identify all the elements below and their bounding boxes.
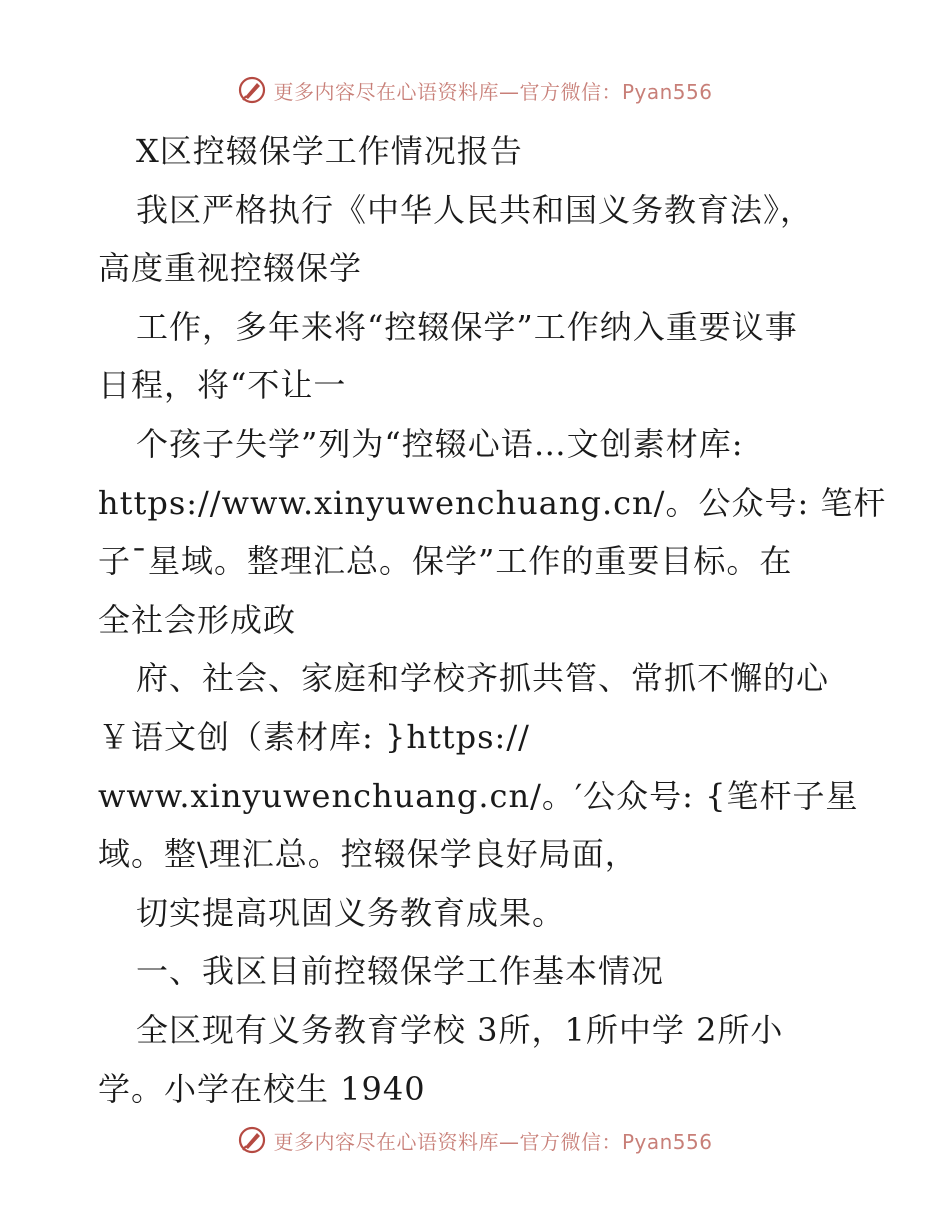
paragraph-line: https://www.xinyuwenchuang.cn/。公众号: 笔杆 [98, 483, 887, 522]
document-title: X区控辍保学工作情况报告 [136, 132, 523, 170]
paragraph-line: 个孩子失学”列为“控辍心语…文创素材库: [136, 424, 744, 463]
footer-watermark-banner [0, 1120, 950, 1160]
paragraph-line: 学。小学在校生 1940 [98, 1069, 426, 1108]
paragraph-line: www.xinyuwenchuang.cn/。′公众号: {笔杆子星 [98, 776, 859, 815]
paragraph-line: 高度重视控辍保学 [98, 249, 363, 288]
paragraph-line: 子¯星域。整理汇总。保学”工作的重要目标。在 [98, 542, 793, 581]
paragraph-line: 全社会形成政 [98, 600, 297, 639]
quill-pen-logo-icon [237, 75, 267, 105]
paragraph-line: 工作，多年来将“控辍保学”工作纳入重要议事 [136, 307, 798, 346]
header-watermark-text: 更多内容尽在心语资料库—官方微信：Pyan556 [273, 79, 713, 104]
quill-pen-logo-icon [237, 1125, 267, 1155]
paragraph-line: 全区现有义务教育学校 3所，1所中学 2所小 [136, 1010, 784, 1049]
section-heading: 一、我区目前控辍保学工作基本情况 [136, 952, 665, 991]
paragraph-line: ￥语文创（素材库: }https:// [98, 717, 530, 756]
document-body [98, 122, 887, 1118]
header-watermark-banner [0, 70, 950, 110]
paragraph-line: 府、社会、家庭和学校齐抓共管、常抓不懈的心 [136, 659, 830, 698]
paragraph-line: 日程，将“不让一 [98, 366, 347, 405]
paragraph-line: 域。整\理汇总。控辍保学良好局面， [98, 835, 638, 874]
footer-watermark-text: 更多内容尽在心语资料库—官方微信：Pyan556 [273, 1129, 713, 1154]
paragraph-line: 我区严格执行《中华人民共和国义务教育法》， [136, 190, 814, 229]
paragraph-line: 切实提高巩固义务教育成果。 [136, 893, 566, 932]
